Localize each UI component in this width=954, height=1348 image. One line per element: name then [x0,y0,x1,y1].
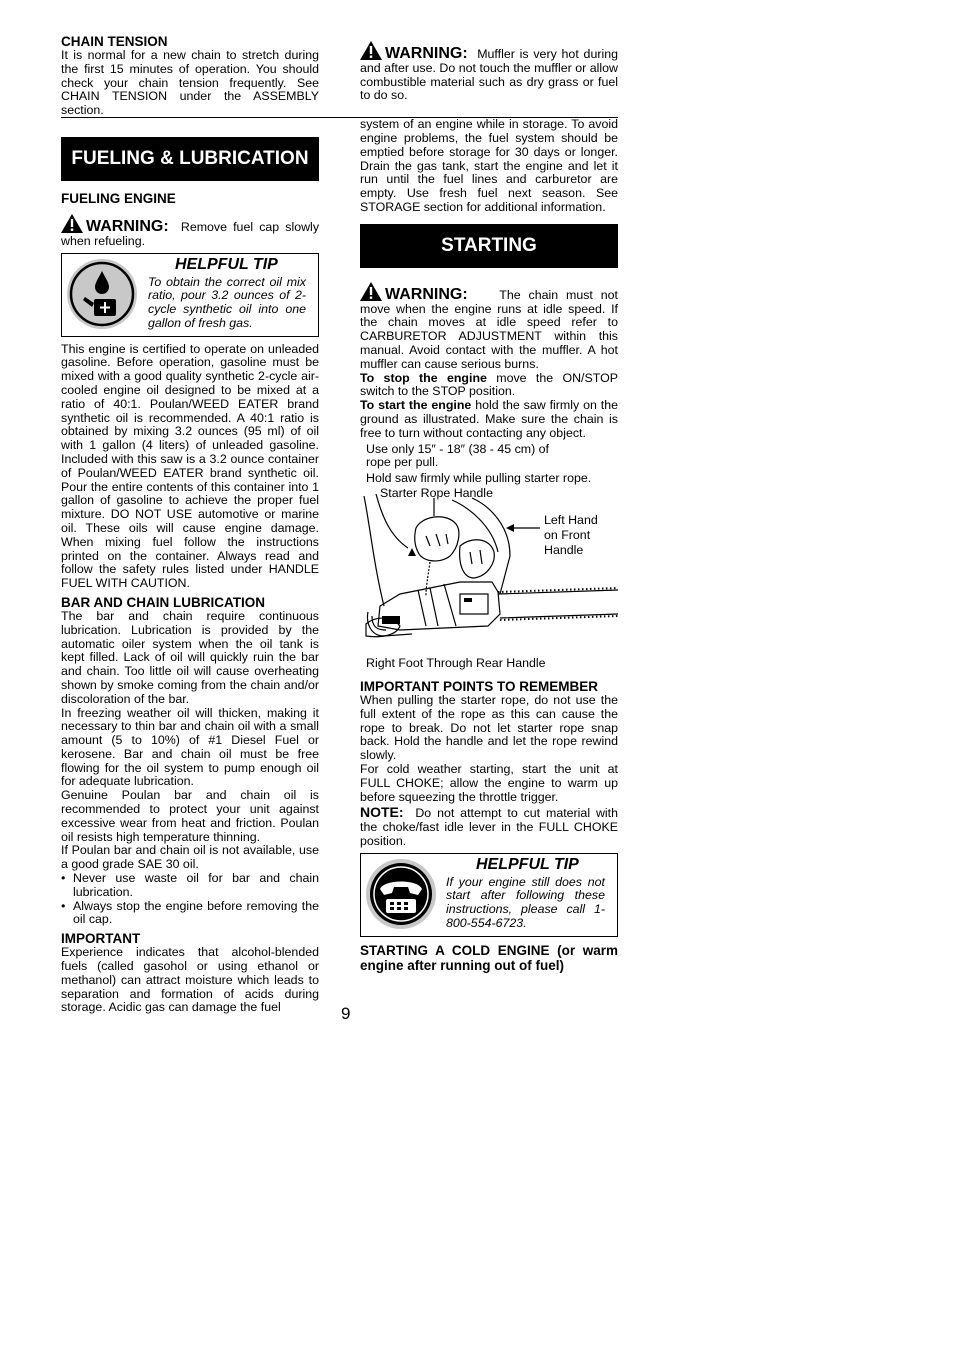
stop-engine-bold: To stop the engine [360,370,487,385]
stop-engine-rest: move the ON/STOP switch to the STOP position. [360,370,618,399]
bar-chain-p2: In freezing weather oil will thicken, making it necessary to thin bar and chain oil with a small amount (5 to 10%) of #1 Diesel Fuel or kerosene. Bar and chain oil must be free flowing for the oil system to pump enough oil for adequate lubrication. [61,705,319,789]
important-points-p1: When pulling the starter rope, do not use the full extent of the rope as this can cause the rope to break. Do not let starter rope snap back. Hold the handle and let the rope rewind slowly. [360,692,618,763]
helpful-tip-title: HELPFUL TIP [476,855,579,873]
chain-tension-text: It is normal for a new chain to stretch during the first 15 minutes of operation. You should check your chain tension frequently. See CHAIN TENSION under the ASSEMBLY section. [61,48,319,118]
fueling-section-title: FUELING & LUBRICATION [61,137,319,181]
warning-text: Muffler is very hot during and after use. Do not touch the muffler or allow combustible material such as dry grass or fuel to do so. [360,47,618,103]
list-item: • Always stop the engine before removing the oil cap. [73,900,319,928]
cold-engine-heading: STARTING A COLD ENGINE (or warm engine after running out of fuel) [360,942,618,973]
caption-line: Hold saw firmly while pulling starter rope. [366,471,592,486]
list-item: • Never use waste oil for bar and chain lubrication. [73,872,319,900]
left-column [61,34,319,1015]
helpful-tip-title: HELPFUL TIP [175,255,278,273]
helpful-tip-box [360,853,618,937]
note-text: Do not attempt to cut material with the choke/fast idle lever in the FULL CHOKE position. [360,806,618,848]
bar-chain-p3: Genuine Poulan bar and chain oil is recommended to protect your unit against excessive wear from heat and friction. Poulan oil resists high temperature thinning. [61,788,319,844]
important-points-p2: For cold weather starting, start the unit at FULL CHOKE; allow the engine to warm up before squeezing the throttle trigger. [360,761,618,804]
bar-chain-p4: If Poulan bar and chain oil is not available, use a good grade SAE 30 oil. [61,843,319,872]
chain-tension-heading: CHAIN TENSION [61,34,168,49]
warning-label: WARNING: [385,45,468,62]
left-hand-label-line: Handle [544,542,584,557]
bar-chain-p1: The bar and chain require continuous lubrication. Lubrication is provided by the automatic oiler system when the oil tank is kept filled. Lack of oil will quickly ruin the bar and chain. Too little oil will cause overheating shown by smoke coming from the chain and/or discoloration of the bar. [61,608,319,706]
warning-triangle-icon [360,41,382,60]
right-foot-label: Right Foot Through Rear Handle [366,655,546,670]
important-text: Experience indicates that alcohol-blended fuels (called gasohol or using ethanol or methanol) can attract moisture which leads to separation and formation of acids during storage. Acidic gas can damage the fuel [61,945,319,1015]
telephone-icon [366,859,436,929]
start-engine-text [360,399,618,440]
bar-chain-heading: BAR AND CHAIN LUBRICATION [61,594,265,610]
caption-line: Use only 15″ - 18″ (38 - 45 cm) of [366,441,550,456]
starting-section-title: STARTING [360,224,618,268]
important-points-heading: IMPORTANT POINTS TO REMEMBER [360,678,599,694]
note-label: NOTE: [360,804,404,821]
right-column [360,34,618,973]
fuel-mix-paragraph: This engine is certified to operate on unleaded gasoline. Before operation, gasoline must be mixed with a good quality synthetic 2-cycle air-cooled engine oil designed to be mixed at a ratio of 40:1. Poulan/WEED EATER brand synthetic oil is recommended. A 40:1 ratio is obtained by mixing 3.2 ounces (95 ml) of oil with 1 gallon (4 liters) of unleaded gasoline. Included with this saw is a 3.2 ounce container of Poulan/WEED EATER brand synthetic oil. Pour the entire contents of this container into 1 gallon of gasoline to achieve the proper fuel mixture. DO NOT USE automotive or marine oil. These oils will cause engine damage. When mixing fuel follow the instructions printed on the container. Always read and follow the safety rules listed under HANDLE FUEL WITH CAUTION. [61,341,319,591]
start-engine-bold: To start the engine [360,398,472,413]
starting-illustration [360,486,618,671]
warning-label: WARNING: [86,217,169,235]
stop-engine-text [360,372,618,400]
helpful-tip-text: If your engine still does not start after following these instructions, please call 1-800-554-6723. [446,874,605,931]
storage-continued-text: system of an engine while in storage. To avoid engine problems, the fuel system should be emptied before storage for 30 days or longer. Drain the gas tank, start the engine and let it run until the fuel lines and carburetor are empty. Use fresh fuel next season. See STORAGE section for additional information. [360,117,618,214]
start-engine-rest: hold the saw firmly on the ground as illustrated. Make sure the chain is free to turn without contacting any object. [360,398,618,440]
helpful-tip-text: To obtain the correct oil mix ratio, pour 3.2 ounces of 2-cycle synthetic oil into one gallon of fresh gas. [148,274,306,330]
fuel-cap-warning [61,214,319,249]
helpful-tip-box [61,253,319,337]
oil-bullets [61,872,319,927]
left-hand-label-line: on Front [544,527,591,542]
warning-label: WARNING: [385,285,468,303]
warning-triangle-icon [360,282,382,301]
starter-rope-label: Starter Rope Handle [380,485,493,500]
caption-line: rope per pull. [366,455,439,470]
muffler-warning [360,41,618,103]
choke-note [360,806,618,848]
chain-idle-warning [360,282,618,372]
page-number: 9 [341,1004,351,1023]
left-hand-label-line: Left Hand [544,512,598,527]
fuel-can-icon [67,259,137,329]
warning-text: Remove fuel cap slowly when refueling. [61,219,320,248]
chainsaw-drawing [360,486,618,671]
important-heading: IMPORTANT [61,931,141,947]
warning-text: The chain must not move when the engine runs at idle speed. If the chain moves at idle speed refer to CARBURETOR ADJUSTMENT within this manual. Avoid contact with the muffler. A hot muffler can cause serious burns. [360,287,618,371]
fueling-engine-heading: FUELING ENGINE [61,190,176,206]
figure-caption [360,443,618,486]
warning-triangle-icon [61,214,83,233]
